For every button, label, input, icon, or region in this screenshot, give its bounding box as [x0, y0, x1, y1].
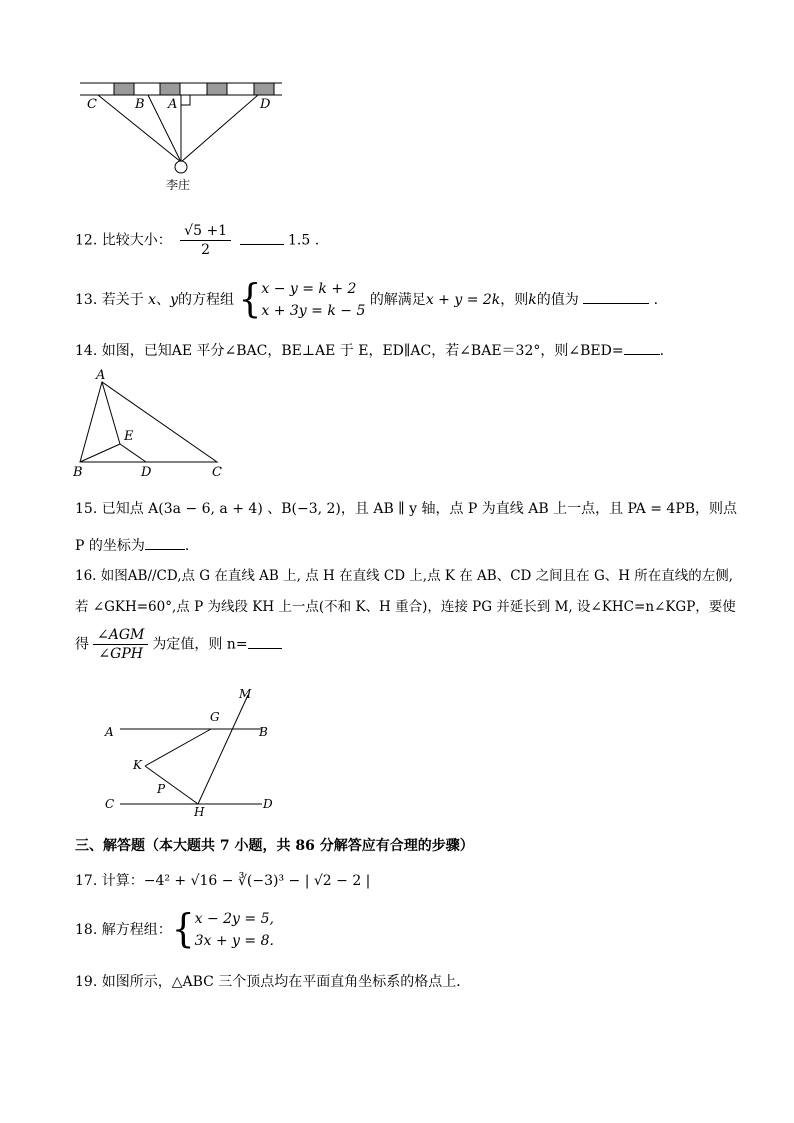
question-16-line1 [75, 566, 733, 586]
figure-q14-triangle [70, 368, 240, 480]
section-title: 三、解答题（本大题共 7 小题，共 86 分解答应有合理的步骤） [75, 838, 474, 854]
q16-line3b: 为定值，则 n= [152, 636, 248, 653]
figure-village-roads [70, 70, 300, 200]
q12-fraction [180, 222, 231, 259]
q13-var-k: k [528, 292, 537, 308]
answer-blank-q12[interactable] [240, 230, 284, 245]
q13-text5: 的值为 [536, 292, 579, 308]
answer-blank-q16[interactable] [248, 634, 282, 649]
question-18 [75, 908, 274, 952]
label-C: C [87, 97, 97, 112]
label-P: P [157, 782, 166, 796]
q12-frac-num: √5 +1 [180, 222, 231, 241]
label-H: H [194, 805, 205, 819]
q17-text: 计算：−4² + √16 − ∛(−3)³ − | √2 − 2 | [101, 873, 371, 889]
q13-condition: x + y = 2k [425, 292, 501, 308]
label-C: C [105, 797, 115, 811]
question-17 [75, 871, 370, 891]
question-16-line2 [75, 597, 736, 617]
label-D: D [260, 97, 271, 112]
label-G: G [210, 710, 220, 724]
question-13 [75, 278, 658, 322]
question-15-line1 [75, 499, 737, 519]
q13-sep: 、 [156, 292, 171, 308]
q16-frac-den: ∠GPH [98, 646, 143, 662]
q19-text: 如图所示，△ABC 三个顶点均在平面直角坐标系的格点上． [101, 974, 471, 990]
label-B: B [259, 725, 268, 739]
q14-text: 如图，已知AE 平分∠BAC，BE⊥AE 于 E，ED∥AC，若∠BAE＝32°，则∠BED= [101, 343, 624, 359]
q13-text4: ，则 [500, 292, 529, 308]
question-15-line2 [75, 535, 189, 556]
q18-text: 解方程组： [101, 922, 172, 938]
q15-end: . [184, 538, 190, 554]
q18-eq2: 3x + y = 8. [194, 933, 274, 949]
q15-text: 已知点 A(3a − 6, a + 4) 、B(−3, 2)，且 AB ∥ y 轴，点 P 为直线 AB 上一点，且 PA = 4PB，则点 [101, 501, 738, 517]
q14-number: 14. [75, 343, 98, 359]
q13-eq2: x + 3y = k − 5 [261, 303, 366, 319]
q12-tail: 1.5 . [288, 232, 320, 249]
q13-var-x: x [148, 292, 157, 308]
q18-eq1: x − 2y = 5, [194, 911, 274, 927]
q16-number: 16. [75, 568, 97, 584]
label-B: B [135, 97, 145, 112]
q13-var-y: y [170, 292, 178, 308]
q17-number: 17. [75, 873, 98, 889]
label-A: A [168, 97, 178, 112]
q16-frac-num: ∠AGM [93, 626, 148, 645]
q14-end: . [659, 343, 665, 359]
q12-frac-den: 2 [201, 242, 211, 258]
question-16-line3 [75, 626, 282, 663]
q18-number: 18. [75, 922, 98, 938]
q19-number: 19. [75, 974, 98, 990]
q15-number: 15. [75, 501, 98, 517]
q12-number: 12. [75, 232, 98, 249]
q13-brace: { [238, 276, 262, 322]
q12-text: 比较大小： [101, 232, 172, 249]
q16-line1: 如图AB//CD,点 G 在直线 AB 上, 点 H 在直线 CD 上,点 K 在 AB、CD 之间且在 G、H 所在直线的左侧, [100, 568, 734, 584]
q13-number: 13. [75, 292, 98, 308]
label-A: A [96, 368, 106, 383]
question-19 [75, 972, 470, 992]
answer-blank-q15[interactable] [145, 535, 185, 550]
question-14 [75, 340, 664, 361]
q16-line3a: 得 [75, 636, 89, 653]
answer-blank-q14[interactable] [624, 340, 660, 355]
label-D: D [141, 465, 152, 480]
label-A: A [105, 725, 114, 739]
q13-system [261, 278, 365, 322]
section-heading [75, 836, 474, 856]
q13-text3: 的解满足 [369, 292, 426, 308]
label-C: C [212, 465, 222, 480]
village-label: 李庄 [166, 178, 191, 192]
label-D: D [263, 797, 273, 811]
q16-fraction [93, 626, 148, 663]
question-12 [75, 222, 319, 259]
label-M: M [239, 687, 252, 701]
q18-system [195, 908, 274, 952]
q13-text1: 若关于 [101, 292, 144, 308]
label-E: E [124, 429, 134, 444]
answer-blank-q13[interactable] [583, 289, 649, 304]
q16-line2: 若 ∠GKH=60°,点 P 为线段 KH 上一点(不和 K、H 重合)，连接 PG 并延长到 M, 设∠KHC=n∠KGP，要使 [75, 599, 736, 615]
label-B: B [73, 465, 83, 480]
q15-text2: P 的坐标为 [75, 538, 145, 554]
label-K: K [133, 758, 142, 772]
q13-text2: 的方程组 [178, 292, 234, 308]
q13-end: . [653, 292, 659, 308]
q13-eq1: x − y = k + 2 [261, 281, 357, 297]
figure-q16-parallel-lines [100, 684, 290, 820]
q18-brace: { [171, 906, 195, 952]
